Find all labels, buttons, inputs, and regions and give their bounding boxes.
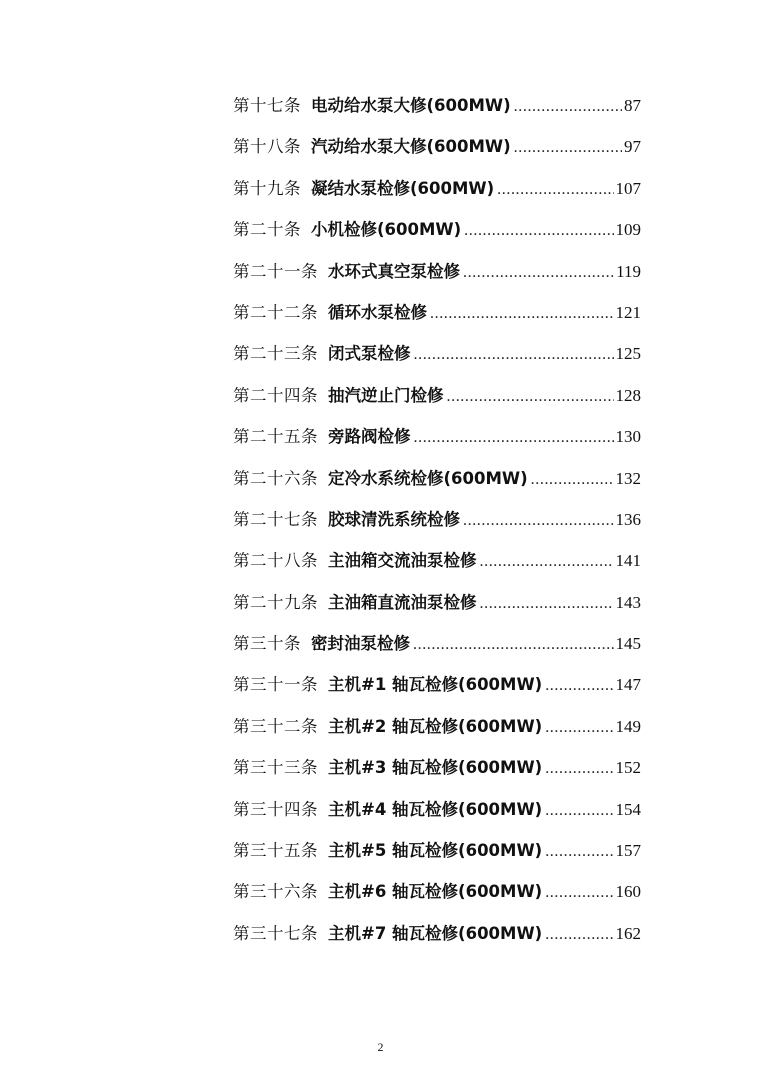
- toc-dot-leader: [414, 346, 614, 364]
- toc-dot-leader: [514, 139, 622, 157]
- toc-dot-leader: [545, 760, 613, 778]
- toc-entry-title: 凝结水泵检修(600MW): [311, 178, 495, 198]
- toc-entry[interactable]: [233, 299, 641, 340]
- toc-dot-leader: [413, 636, 614, 654]
- toc-dot-leader: [480, 595, 614, 613]
- toc-dot-leader: [531, 471, 614, 489]
- toc-dot-leader: [480, 553, 614, 571]
- toc-entry[interactable]: [233, 258, 641, 299]
- toc-entry-title: 主机#6 轴瓦检修(600MW): [328, 882, 543, 902]
- toc-entry-page: 128: [615, 385, 641, 405]
- toc-entry-page: 145: [615, 634, 641, 654]
- toc-entry-title: 主机#2 轴瓦检修(600MW): [328, 716, 543, 736]
- toc-dot-leader: [463, 512, 614, 530]
- toc-entry[interactable]: [233, 175, 641, 216]
- toc-entry-page: 130: [615, 427, 641, 447]
- toc-entry-number: 第二十三条: [233, 344, 318, 364]
- toc-entry[interactable]: [233, 382, 641, 423]
- toc-entry-number: 第二十五条: [233, 427, 318, 447]
- toc-entry-page: 97: [624, 137, 641, 157]
- toc-entry[interactable]: [233, 878, 641, 919]
- toc-entry-title: 主机#7 轴瓦检修(600MW): [328, 923, 543, 943]
- toc-entry-number: 第十九条: [233, 178, 301, 198]
- toc-entry-number: 第二十条: [233, 220, 301, 240]
- toc-entry-page: 136: [615, 509, 641, 529]
- toc-entry-title: 旁路阀检修: [328, 427, 411, 447]
- toc-entry-title: 主机#1 轴瓦检修(600MW): [328, 675, 543, 695]
- toc-dot-leader: [464, 222, 613, 240]
- toc-entry-page: 160: [615, 882, 641, 902]
- toc-dot-leader: [545, 677, 613, 695]
- toc-entry-number: 第二十二条: [233, 302, 318, 322]
- toc-dot-leader: [545, 884, 613, 902]
- toc-entry-number: 第二十六条: [233, 468, 318, 488]
- toc-entry-title: 主机#4 轴瓦检修(600MW): [328, 799, 543, 819]
- toc-entry-page: 162: [615, 923, 641, 943]
- toc-entry-number: 第二十八条: [233, 551, 318, 571]
- toc-entry-title: 循环水泵检修: [328, 302, 427, 322]
- toc-entry-title: 主机#5 轴瓦检修(600MW): [328, 841, 543, 861]
- toc-dot-leader: [497, 181, 613, 199]
- toc-entry-title: 闭式泵检修: [328, 344, 411, 364]
- toc-entry-number: 第二十四条: [233, 385, 318, 405]
- toc-entry-title: 主机#3 轴瓦检修(600MW): [328, 758, 543, 778]
- toc-entry-page: 157: [615, 841, 641, 861]
- toc-entry[interactable]: [233, 133, 641, 174]
- toc-entry[interactable]: [233, 589, 641, 630]
- toc-entry-title: 胶球清洗系统检修: [328, 509, 460, 529]
- toc-entry-page: 121: [615, 302, 641, 322]
- toc-entry-title: 水环式真空泵检修: [328, 261, 460, 281]
- toc-entry-title: 主油箱交流油泵检修: [328, 551, 477, 571]
- toc-entry-title: 汽动给水泵大修(600MW): [311, 137, 511, 157]
- toc-entry-title: 定冷水系统检修(600MW): [328, 468, 528, 488]
- toc-entry-number: 第三十四条: [233, 799, 318, 819]
- toc-entry[interactable]: [233, 671, 641, 712]
- toc-entry-title: 主油箱直流油泵检修: [328, 592, 477, 612]
- toc-entry-number: 第三十二条: [233, 716, 318, 736]
- toc-entry[interactable]: [233, 630, 641, 671]
- toc-entry[interactable]: [233, 713, 641, 754]
- toc-entry[interactable]: [233, 216, 641, 257]
- toc-dot-leader: [463, 264, 614, 282]
- toc-entry-number: 第三十一条: [233, 675, 318, 695]
- toc-entry-number: 第二十七条: [233, 509, 318, 529]
- toc-entry-page: 154: [615, 799, 641, 819]
- footer-page-number: 2: [377, 1040, 384, 1054]
- toc-dot-leader: [545, 802, 613, 820]
- toc-entry-page: 152: [615, 758, 641, 778]
- toc-entry[interactable]: [233, 754, 641, 795]
- toc-entry-number: 第二十一条: [233, 261, 318, 281]
- toc-dot-leader: [545, 719, 613, 737]
- toc-entry-number: 第三十七条: [233, 923, 318, 943]
- toc-dot-leader: [414, 429, 614, 447]
- toc-entry-page: 149: [615, 716, 641, 736]
- toc-entry-title: 电动给水泵大修(600MW): [311, 96, 511, 115]
- toc-entry[interactable]: [233, 340, 641, 381]
- toc-entry-page: 125: [615, 344, 641, 364]
- toc-entry[interactable]: [233, 796, 641, 837]
- toc-entry-title: 密封油泵检修: [311, 634, 410, 654]
- toc-dot-leader: [545, 926, 613, 944]
- toc-entry-page: 109: [615, 220, 641, 240]
- toc-entry-page: 143: [615, 592, 641, 612]
- toc-entry-page: 141: [615, 551, 641, 571]
- toc-dot-leader: [430, 305, 614, 323]
- toc-entry-number: 第二十九条: [233, 592, 318, 612]
- toc-entry-page: 107: [615, 178, 641, 198]
- toc-entry[interactable]: [233, 547, 641, 588]
- toc-entry-number: 第三十三条: [233, 758, 318, 778]
- table-of-contents: [233, 92, 641, 961]
- toc-entry-page: 147: [615, 675, 641, 695]
- toc-entry-page: 87: [624, 96, 641, 115]
- toc-entry-number: 第十八条: [233, 137, 301, 157]
- toc-entry[interactable]: [233, 465, 641, 506]
- toc-entry-page: 119: [616, 261, 641, 281]
- toc-entry-page: 132: [615, 468, 641, 488]
- toc-entry-title: 抽汽逆止门检修: [328, 385, 444, 405]
- toc-entry[interactable]: [233, 920, 641, 961]
- toc-entry-title: 小机检修(600MW): [311, 220, 462, 240]
- toc-entry[interactable]: [233, 837, 641, 878]
- toc-entry-number: 第十七条: [233, 96, 301, 115]
- toc-entry[interactable]: [233, 92, 641, 133]
- toc-dot-leader: [514, 98, 622, 116]
- toc-entry-number: 第三十条: [233, 634, 301, 654]
- toc-dot-leader: [545, 843, 613, 861]
- toc-dot-leader: [447, 388, 614, 406]
- toc-entry[interactable]: [233, 423, 641, 464]
- toc-entry[interactable]: [233, 506, 641, 547]
- toc-entry-number: 第三十五条: [233, 841, 318, 861]
- toc-entry-number: 第三十六条: [233, 882, 318, 902]
